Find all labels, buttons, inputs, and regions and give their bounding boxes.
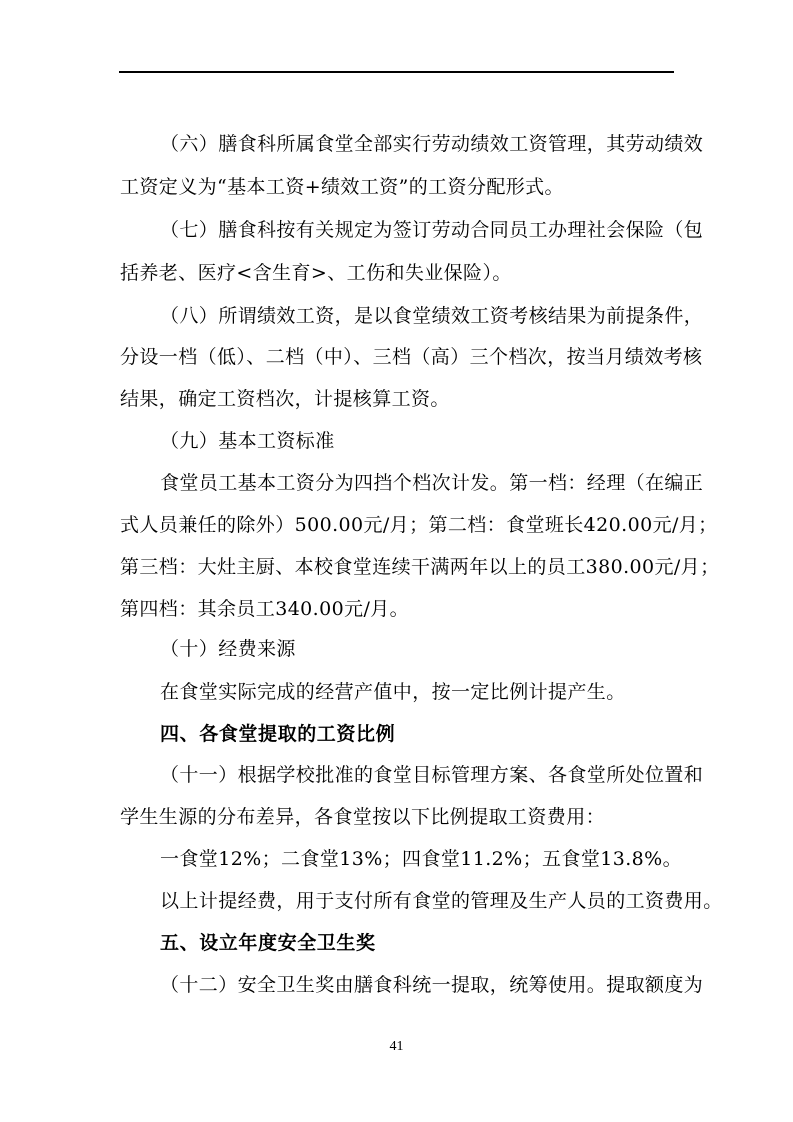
paragraph-line: 分设一档（低）、二档（中）、三档（高）三个档次，按当月绩效考核 [120, 346, 703, 368]
paragraph-line: 工资定义为“基本工资+绩效工资”的工资分配形式。 [120, 176, 564, 198]
paragraph-line: 括养老、医疗<含生育>、工伤和失业保险）。 [120, 262, 512, 284]
section-subheading: （九）基本工资标准 [160, 430, 335, 452]
paragraph-line: （六）膳食科所属食堂全部实行劳动绩效工资管理，其劳动绩效 [160, 133, 704, 155]
section-heading: 四、各食堂提取的工资比例 [160, 723, 396, 745]
paragraph-line: 学生生源的分布差异，各食堂按以下比例提取工资费用： [120, 806, 606, 828]
paragraph-line: 第三档：大灶主厨、本校食堂连续干满两年以上的员工380.00元/月； [120, 556, 720, 578]
paragraph-line: 第四档：其余员工340.00元/月。 [120, 598, 410, 620]
section-heading: 五、设立年度安全卫生奖 [160, 932, 376, 954]
paragraph-line: 式人员兼任的除外）500.00元/月；第二档：食堂班长420.00元/月； [120, 514, 718, 536]
paragraph-line: 结果，确定工资档次，计提核算工资。 [120, 388, 450, 410]
page-number: 41 [389, 1039, 404, 1054]
paragraph-line: 一食堂12%；二食堂13%；四食堂11.2%；五食堂13.8%。 [160, 848, 682, 870]
header-rule [119, 71, 674, 73]
paragraph-line: （七）膳食科按有关规定为签订劳动合同员工办理社会保险（包 [160, 219, 704, 241]
section-subheading: （十）经费来源 [160, 638, 296, 660]
paragraph-line: （十一）根据学校批准的食堂目标管理方案、各食堂所处位置和 [160, 764, 704, 786]
paragraph-line: 食堂员工基本工资分为四挡个档次计发。第一档：经理（在编正 [160, 472, 704, 494]
paragraph-line: 在食堂实际完成的经营产值中，按一定比例计提产生。 [160, 681, 626, 703]
paragraph-line: （八）所谓绩效工资，是以食堂绩效工资考核结果为前提条件， [160, 305, 704, 327]
paragraph-line: （十二）安全卫生奖由膳食科统一提取，统筹使用。提取额度为 [160, 974, 704, 996]
paragraph-line: 以上计提经费，用于支付所有食堂的管理及生产人员的工资费用。 [160, 890, 723, 912]
